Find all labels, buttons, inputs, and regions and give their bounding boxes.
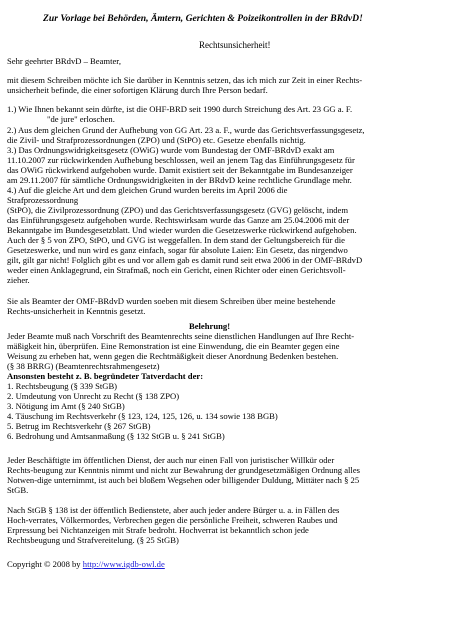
point-line: gilt, gilt gar nicht! Folglich gibt es und vor allem gab es damit rund seit etwa 2006 in der OMF-BRdvD (7, 255, 363, 265)
notice-line: Sie als Beamter der OMF-BRdvD wurden soeben mit diesem Schreiben über meine bestehende (7, 296, 336, 306)
point-line: 1.) Wie Ihnen bekannt sein dürfte, ist die OHF-BRD seit 1990 durch Streichung des Art. 23 GG a. F. (7, 104, 353, 114)
notice-line: Rechts-unsicherheit in Kenntnis gesetzt. (7, 306, 146, 316)
point-line: das OWiG rückwirkend aufgehoben wurde. Damit existiert seit der Bekanntgabe im Bundesanzeiger (7, 165, 353, 175)
accomplice-line: Rechts-beugung zur Kenntnis nimmt und nicht zur Bewahrung der grundgesetzmäßigen Ordnung alles (7, 465, 360, 475)
point-line: das Einführungsgesetz aufgehoben wurde. Rechtswirksam wurde das Ganze am 25.04.2006 mit der (7, 215, 350, 225)
instruction-line: Jeder Beamte muß nach Vorschrift des Beamtenrechts seine dienstlichen Handlungen auf Ihre Recht- (7, 331, 355, 341)
offense-item: 4. Täuschung im Rechtsverkehr (§ 123, 124, 125, 126, u. 134 sowie 138 BGB) (7, 411, 278, 421)
offense-item: 2. Umdeutung von Unrecht zu Recht (§ 138 ZPO) (7, 391, 180, 401)
point-line: Strafprozessordnung (7, 195, 79, 205)
salutation: Sehr geehrter BRdvD – Beamter, (7, 56, 121, 66)
accomplice-line: Jeder Beschäftigte im öffentlichen Dienst, der auch nur einen Fall von juristischer Willkür oder (7, 455, 335, 465)
copyright-line (7, 559, 165, 569)
point-line: 4.) Auf die gleiche Art und dem gleichen Grund wurden bereits im April 2006 die (7, 185, 288, 195)
copyright-text: Copyright © 2008 by (7, 559, 83, 569)
stgb138-line: Hoch-verrates, Völkermordes, Verbrechen gegen die persönliche Freiheit, schweren Raubes und (7, 515, 338, 525)
accomplice-line: Notwen-dige unternimmt, ist auch bei bloßem Wegsehen oder billigender Duldung, Mittäter nach § 25 (7, 475, 360, 485)
accomplice-line: StGB. (7, 485, 29, 495)
point-line: weder einen Anklagegrund, ein Strafmaß, noch ein Gericht, einen Richter oder einen Gerichtsvoll- (7, 265, 346, 275)
offense-item: 1. Rechtsbeugung (§ 339 StGB) (7, 381, 118, 391)
stgb138-line: Nach StGB § 138 ist der öffentlich Bedienstete, aber auch jeder andere Bürger u. a. in Fällen des (7, 505, 340, 515)
point-line: Bekanntgabe im Bundesgesetzblatt. Und wieder wurden die Gesetzeswerke rückwirkend aufgehoben. (7, 225, 357, 235)
instruction-line: Weisung zu erheben hat, wenn gegen die Rechtmäßigkeit dieser Anordnung Bedenken bestehen. (7, 351, 339, 361)
point-line: Auch der § 5 von ZPO, StPO, und GVG ist weggefallen. In dem stand der Geltungsbereich für die (7, 235, 345, 245)
point-line: "de jure" erloschen. (47, 114, 115, 124)
website-link[interactable]: http://www.igdb-owl.de (82, 559, 165, 569)
intro-line: unsicherheit befinde, die einer sofortigen Klärung durch Ihre Person bedarf. (7, 85, 268, 95)
document-subtitle: Rechtsunsicherheit! (199, 40, 271, 50)
intro-line: mit diesem Schreiben möchte ich Sie darüber in Kenntnis setzen, das ich mich zur Zeit in einer Rechts- (7, 75, 363, 85)
instruction-heading: Belehrung! (189, 321, 231, 331)
document-title: Zur Vorlage bei Behörden, Ämtern, Gerichten & Poizeikontrollen in der BRdvD! (43, 13, 363, 24)
point-line: zieher. (7, 275, 30, 285)
offense-item: 5. Betrug im Rechtsverkehr (§ 267 StGB) (7, 421, 151, 431)
offenses-heading: Ansonsten besteht z. B. begründeter Tatverdacht der: (7, 371, 204, 381)
offense-item: 3. Nötigung im Amt (§ 240 StGB) (7, 401, 125, 411)
point-line: Gesetzeswerke, und nun wird es ganz einfach, sogar für absolute Laien: Ein Gesetz, das nirgendwo (7, 245, 348, 255)
point-line: 3.) Das Ordnungswidrigkeitsgesetz (OWiG) wurde vom Bundestag der OMF-BRdvD exakt am (7, 145, 335, 155)
instruction-line: mäßigkeit hin, überprüfen. Eine Remonstration ist eine Einwendung, die ein Beamter gegen eine (7, 341, 340, 351)
stgb138-line: Rechtsbeugung und Strafvereitelung. (§ 25 StGB) (7, 535, 179, 545)
point-line: am 29.11.2007 für sämtliche Ordnungswidrigkeiten in der BRdvD keine rechtliche Grundlage mehr. (7, 175, 352, 185)
point-line: (StPO), die Zivilprozessordnung (ZPO) und das Gerichtsverfassungsgesetz (GVG) gelöscht, indem (7, 205, 349, 215)
instruction-line: (§ 38 BRRG) (Beamtenrechtsrahmengesetz) (7, 361, 160, 371)
stgb138-line: Erpressung bei Nichtanzeigen mit Strafe bedroht. Hochverrat ist bekanntlich schon jede (7, 525, 309, 535)
point-line: 11.10.2007 zur rückwirkenden Aufhebung beschlossen, weil an jenem Tag das Einführungsgesetz für (7, 155, 355, 165)
point-line: 2.) Aus dem gleichen Grund der Aufhebung von GG Art. 23 a. F., wurde das Gerichtsverfassungsgesetz, (7, 125, 365, 135)
point-line: die Zivil- und Strafprozessordnungen (ZPO) und (StPO) etc. Gesetze ebenfalls nichtig. (7, 135, 306, 145)
offense-item: 6. Bedrohung und Amtsanmaßung (§ 132 StGB u. § 241 StGB) (7, 431, 225, 441)
